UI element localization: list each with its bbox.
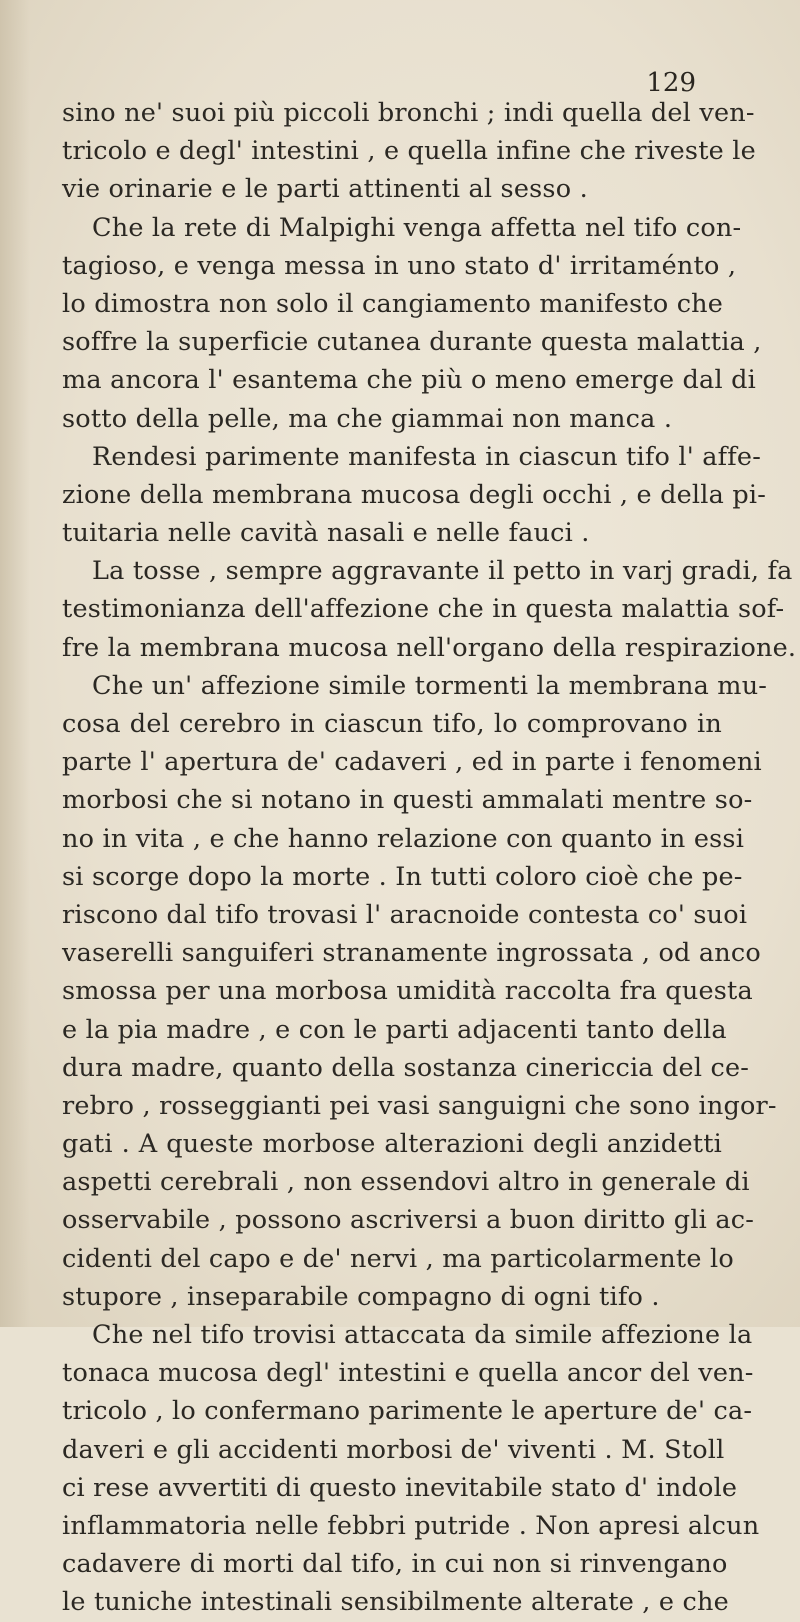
text-line: si scorge dopo la morte . In tutti coloro cioè che pe- bbox=[62, 861, 743, 892]
text-line: tagioso, e venga messa in uno stato d' irritaménto , bbox=[62, 250, 737, 281]
text-line: soffre la superficie cutanea durante questa malattia , bbox=[62, 327, 762, 358]
text-line: lo dimostra non solo il cangiamento manifesto che bbox=[62, 288, 724, 319]
text-line: Che un' affezione simile tormenti la membrana mu- bbox=[92, 670, 768, 701]
text-line: La tosse , sempre aggravante il petto in varj gradi, fa bbox=[92, 556, 793, 587]
text-line: tricolo , lo confermano parimente le aperture de' ca- bbox=[62, 1396, 753, 1427]
text-line: Che la rete di Malpighi venga affetta nel tifo con- bbox=[92, 212, 742, 243]
text-line: Rendesi parimente manifesta in ciascun tifo l' affe- bbox=[92, 441, 762, 472]
text-line: aspetti cerebrali , non essendovi altro in generale di bbox=[62, 1167, 750, 1198]
text-line: morbosi che si notano in questi ammalati mentre so- bbox=[62, 785, 753, 816]
text-line: riscono dal tifo trovasi l' aracnoide contesta co' suoi bbox=[62, 899, 748, 930]
text-line: no in vita , e che hanno relazione con quanto in essi bbox=[62, 823, 745, 854]
text-line: Che nel tifo trovisi attaccata da simile affezione la bbox=[92, 1320, 753, 1350]
text-line: tricolo e degl' intestini , e quella infine che riveste le bbox=[62, 136, 756, 167]
text-line: dura madre, quanto della sostanza cinericcia del ce- bbox=[62, 1052, 750, 1083]
text-line: tonaca mucosa degl' intestini e quella ancor del ven- bbox=[62, 1358, 754, 1389]
text-line: zione della membrana mucosa degli occhi , e della pi- bbox=[62, 479, 767, 510]
text-line: sino ne' suoi più piccoli bronchi ; indi quella del ven- bbox=[62, 98, 755, 128]
text-line: ci rese avvertiti di questo inevitabile stato d' indole bbox=[62, 1472, 738, 1503]
text-line: inflammatoria nelle febbri putride . Non apresi alcun bbox=[62, 1510, 760, 1541]
text-line: daveri e gli accidenti morbosi de' viventi . M. Stoll bbox=[62, 1434, 725, 1465]
text-line: cosa del cerebro in ciascun tifo, lo comprovano in bbox=[62, 709, 722, 739]
body-text bbox=[62, 94, 797, 1622]
text-line: rebro , rosseggianti pei vasi sanguigni che sono ingor- bbox=[62, 1090, 777, 1121]
text-line: tuitaria nelle cavità nasali e nelle fauci . bbox=[62, 518, 590, 549]
text-line: ma ancora l' esantema che più o meno emerge dal di bbox=[62, 365, 757, 396]
text-line: stupore , inseparabile compagno di ogni tifo . bbox=[62, 1281, 660, 1312]
text-line: fre la membrana mucosa nell'organo della respirazione. bbox=[62, 632, 797, 663]
text-line: cidenti del capo e de' nervi , ma particolarmente lo bbox=[62, 1243, 734, 1274]
text-line: gati . A queste morbose alterazioni degli anzidetti bbox=[62, 1129, 722, 1160]
page-binding-shadow bbox=[0, 0, 30, 1327]
text-line: vaserelli sanguiferi stranamente ingrossata , od anco bbox=[62, 938, 761, 969]
text-line: vie orinarie e le parti attinenti al sesso . bbox=[62, 174, 588, 205]
text-line: parte l' apertura de' cadaveri , ed in parte i fenomeni bbox=[62, 747, 762, 778]
text-line: cadavere di morti dal tifo, in cui non si rinvengano bbox=[62, 1549, 728, 1580]
text-line: testimonianza dell'affezione che in questa malattia sof- bbox=[62, 594, 785, 625]
text-line: osservabile , possono ascriversi a buon diritto gli ac- bbox=[62, 1205, 755, 1236]
text-line: le tuniche intestinali sensibilmente alterate , e che bbox=[62, 1587, 729, 1618]
page-number: 129 bbox=[646, 68, 696, 98]
text-line: sotto della pelle, ma che giammai non manca . bbox=[62, 403, 673, 434]
text-line: e la pia madre , e con le parti adjacenti tanto della bbox=[62, 1014, 727, 1045]
text-line: smossa per una morbosa umidità raccolta fra questa bbox=[62, 976, 753, 1007]
